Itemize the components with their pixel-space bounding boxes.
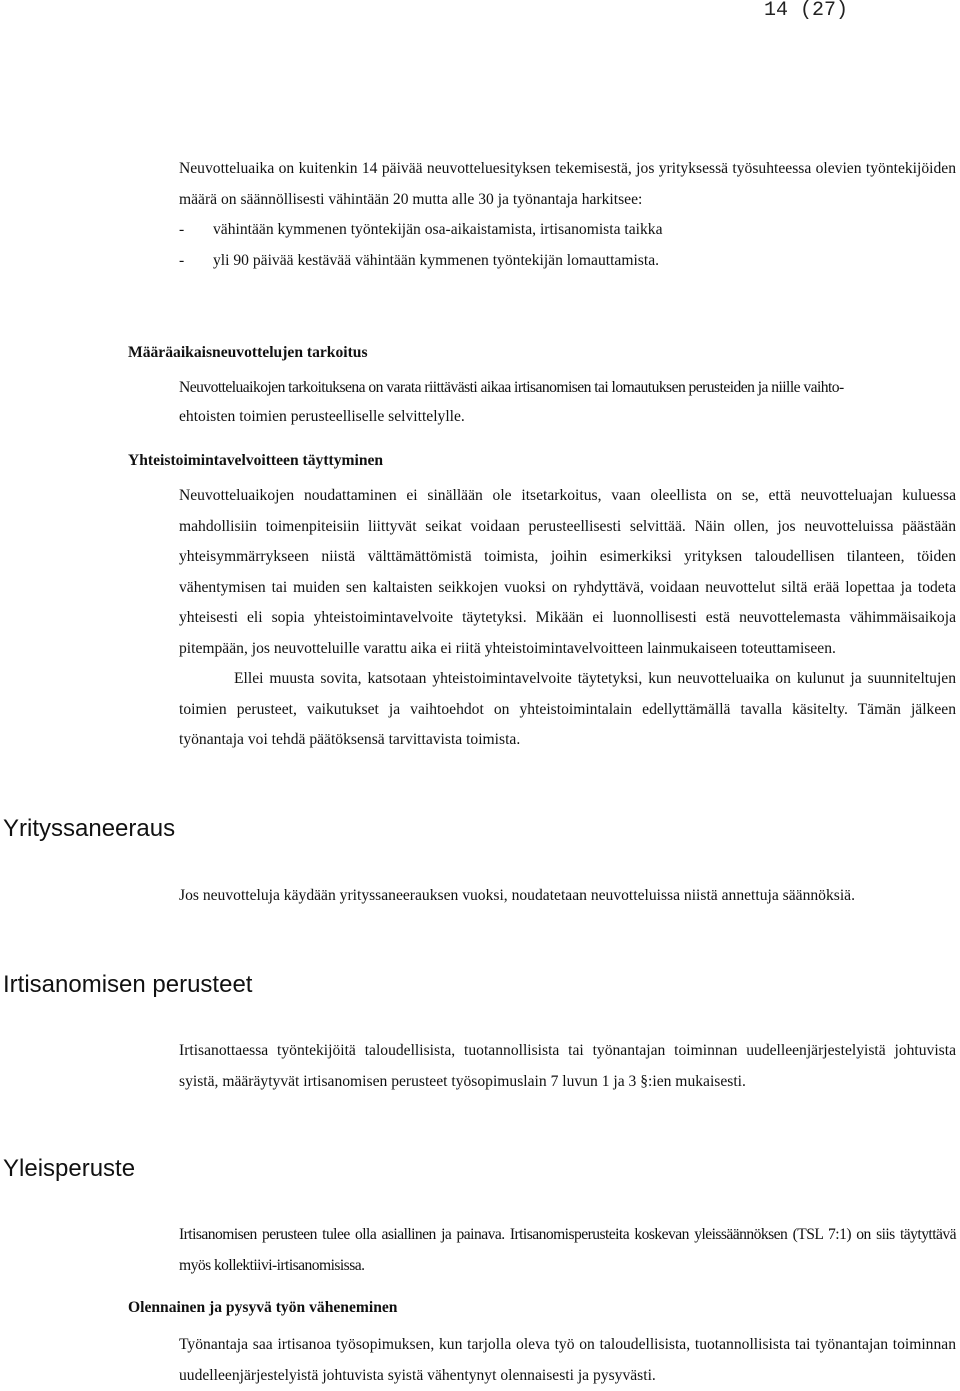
- bullet-dash: -: [179, 251, 185, 269]
- yrityssaneeraus-paragraph: Jos neuvotteluja käydään yrityssaneerauksen vuoksi, noudatetaan neuvotteluissa niistä annettuja säännöksiä.: [179, 887, 855, 904]
- olennainen-paragraph: Työnantaja saa irtisanoa työsopimuksen, kun tarjolla oleva työ on taloudellisista, tuotannollisista tai työnantajan toiminnan uudelleenjärjestelyistä johtuvista syistä vähentynyt olennaisesti ja pysyvästi.: [179, 1336, 956, 1384]
- section-heading-irtisanomisen-perusteet: Irtisanomisen perusteet: [3, 971, 253, 998]
- bullet-text: yli 90 päivää kestävää vähintään kymmenen työntekijän lomauttamista.: [213, 251, 660, 269]
- irtisanomisen-perusteet-section: [179, 1036, 956, 1097]
- yhteistoiminta-paragraph-2: Ellei muusta sovita, katsotaan yhteistoimintavelvoite täytetyksi, kun neuvotteluaika on kulunut ja suunniteltujen toimien perusteet, vaikutukset ja vaihtoehdot on yhteistoimintalain edellyttämällä tavalla käsitelty. Tämän jälkeen työnantaja voi tehdä päätöksensä tarvittavista toimista.: [179, 670, 956, 748]
- yleisperuste-section: [179, 1220, 956, 1281]
- maaraaika-text-part1: Neuvotteluaikojen tarkoituksena on varata riittävästi aikaa irtisanomisen tai lomautuksen perusteiden ja niille vaihto-: [179, 379, 844, 396]
- yhteistoiminta-section: [179, 481, 956, 756]
- bullet-item: [179, 215, 956, 246]
- page-number: 14 (27): [763, 0, 848, 22]
- bullet-text: vähintään kymmenen työntekijän osa-aikaistamista, irtisanomista taikka: [213, 221, 663, 238]
- bullet-dash: -: [179, 221, 185, 238]
- bullet-item: [179, 246, 956, 277]
- yhteistoiminta-paragraph-1: Neuvotteluaikojen noudattaminen ei sinällään ole itsetarkoitus, vaan oleellista on se, että neuvotteluajan kuluessa mahdollisiin toimenpiteisiin liittyvät seikat voidaan perusteellisesti selvittää. Näin ollen, jos neuvotteluissa päästään yhteisymmärrykseen niistä välttämättömistä toimista, joihin esimerkiksi yrityksen taloudellisen tilanteen, töiden vähentymisen tai muiden sen kaltaisten seikkojen vuoksi on ryhdyttävä, voidaan neuvottelut siltä erää lopettaa ja todeta yhteisesti eli sopia yhteistoimintavelvoite täytetyksi. Mikään ei luonnollisesti estä neuvottelemasta vähimmäisaikoja pitempään, jos neuvotteluille varattu aika ei riitä yhteistoimintavelvoitteen lainmukaiseen toteuttamiseen.: [179, 487, 956, 657]
- maaraaika-text-part2: ehtoisten toimien perusteelliselle selvittelylle.: [179, 408, 465, 425]
- intro-paragraph: Neuvotteluaika on kuitenkin 14 päivää neuvotteluesityksen tekemisestä, jos yrityksessä työsuhteessa olevien työntekijöiden määrä on säännöllisesti vähintään 20 mutta alle 30 ja työnantaja harkitsee:: [179, 160, 956, 208]
- irtisanomisen-perusteet-paragraph: Irtisanottaessa työntekijöitä taloudellisista, tuotannollisista tai työnantajan toiminnan uudelleenjärjestelyistä johtuvista syistä, määräytyvät irtisanomisen perusteet työsopimuslain 7 luvun 1 ja 3 §:ien mukaisesti.: [179, 1042, 956, 1090]
- olennainen-section: [179, 1330, 956, 1391]
- yrityssaneeraus-section: [179, 881, 956, 912]
- subheading-yhteistoiminta: Yhteistoimintavelvoitteen täyttyminen: [128, 452, 384, 469]
- section-heading-yrityssaneeraus: Yrityssaneeraus: [3, 815, 176, 842]
- subheading-olennainen: Olennainen ja pysyvä työn väheneminen: [128, 1299, 398, 1316]
- subheading-maaraaika: Määräaikaisneuvottelujen tarkoitus: [128, 344, 368, 361]
- intro-section: [179, 154, 956, 276]
- section-heading-yleisperuste: Yleisperuste: [3, 1155, 136, 1182]
- yleisperuste-paragraph: Irtisanomisen perusteen tulee olla asiallinen ja painava. Irtisanomisperusteita koskevan yleissäännöksen (TSL 7:1) on siis täytyttävä myös kollektiivi-irtisanomisissa.: [179, 1226, 956, 1274]
- maaraaika-section: [179, 373, 956, 431]
- maaraaika-paragraph: [179, 373, 956, 431]
